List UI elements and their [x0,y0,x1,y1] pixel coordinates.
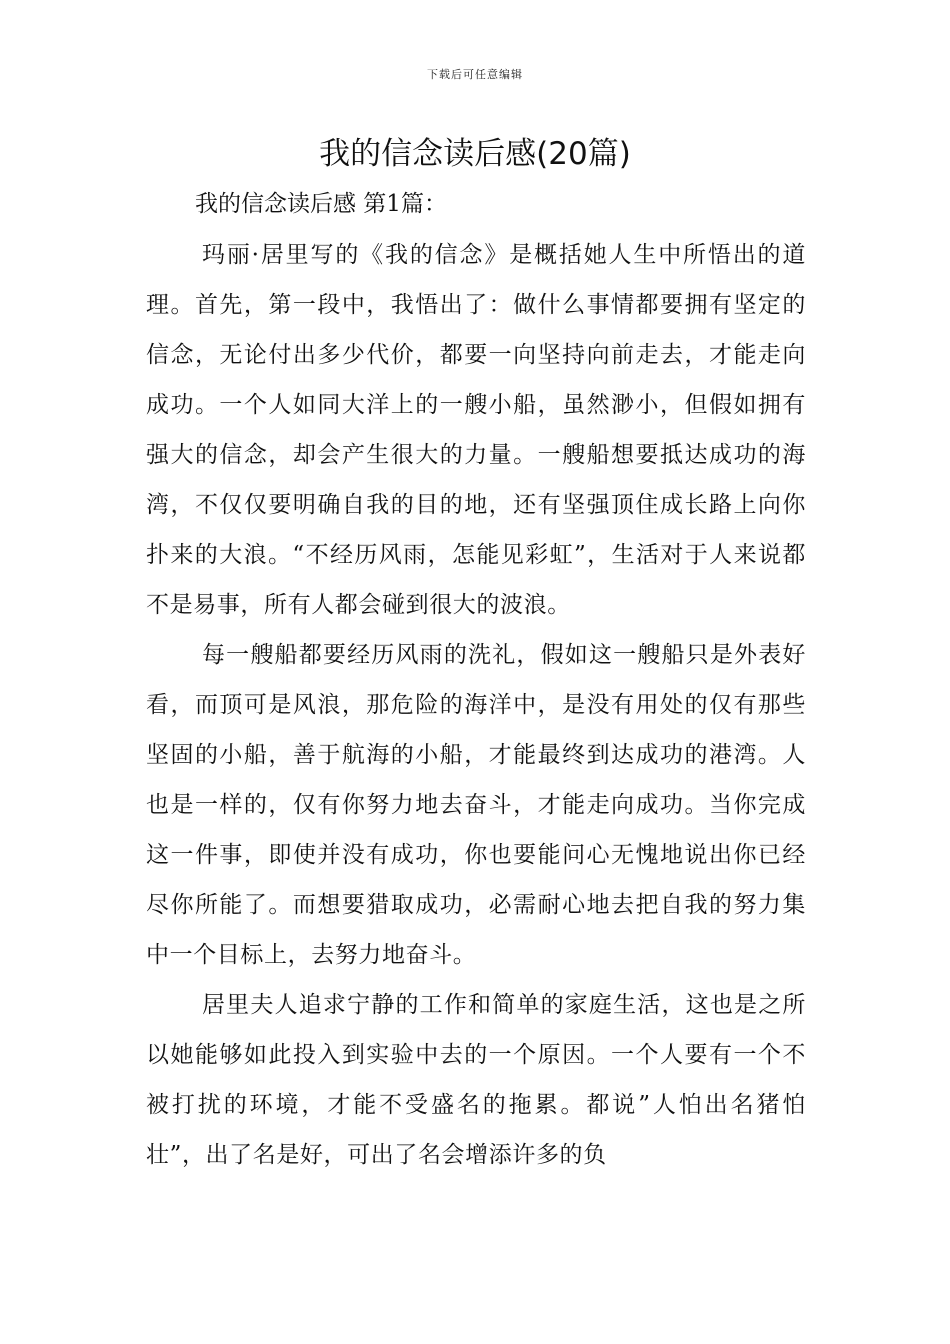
body-text [146,230,806,1310]
paragraph-2: 每一艘船都要经历风雨的洗礼，假如这一艘船只是外表好看，而顶可是风浪，那危险的海洋中，是没有用处的仅有那些坚固的小船，善于航海的小船，才能最终到达成功的港湾。人也是一样的，仅有你努力地去奋斗，才能走向成功。当你完成这一件事，即使并没有成功，你也要能问心无愧地说出你已经尽你所能了。而想要猎取成功，必需耐心地去把自我的努力集中一个目标上，去努力地奋斗。 [146,642,806,968]
paragraph-1: 玛丽·居里写的《我的信念》是概括她人生中所悟出的道理。首先，第一段中，我悟出了：做什么事情都要拥有坚定的信念，无论付出多少代价，都要一向坚持向前走去，才能走向成功。一个人如同大洋上的一艘小船，虽然渺小，但假如拥有强大的信念，却会产生很大的力量。一艘船想要抵达成功的海湾，不仅仅要明确自我的目的地，还有坚强顶住成长路上向你扑来的大浪。“不经历风雨，怎能见彩虹”，生活对于人来说都不是易事，所有人都会碰到很大的波浪。 [146,242,806,618]
section-subtitle: 我的信念读后感 第1篇： [195,191,447,217]
paragraph-3: 居里夫人追求宁静的工作和简单的家庭生活，这也是之所以她能够如此投入到实验中去的一个原因。一个人要有一个不被打扰的环境，才能不受盛名的拖累。都说”人怕出名猪怕壮”，出了名是好，可出了名会增添许多的负 [146,992,806,1168]
page-title: 我的信念读后感(20篇) [319,136,631,172]
header-note: 下载后可任意编辑 [427,68,523,81]
